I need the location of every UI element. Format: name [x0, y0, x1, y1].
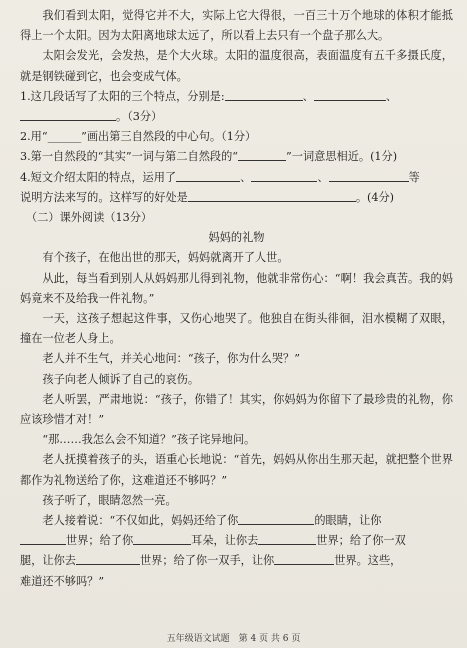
story-paragraph-2: 从此，每当看到别人从妈妈那儿得到礼物，他就非常伤心：“啊！我会真苦。我的妈妈竟来不及给我一件礼物。”: [20, 271, 453, 305]
story-paragraph-3: 一天，这孩子想起这件事，又伤心地哭了。他独自在街头徘徊，泪水模糊了双眼，撞在一位老人身上。: [20, 312, 453, 346]
q4-blank-2[interactable]: [251, 168, 317, 182]
question-4: 4.短文介绍太阳的特点，运用了 、 、 等: [20, 168, 453, 188]
story-paragraph-4: 老人并不生气，并关心地问：“孩子，你为什么哭？”: [42, 352, 300, 366]
q1-blank-1[interactable]: [225, 87, 303, 101]
q1-blank-3[interactable]: [20, 107, 116, 121]
passage1-paragraph2: 太阳会发光，会发热，是个大火球。太阳的温度很高，表面温度有五千多摄氏度，就是钢铁碰到它，也会变成气体。: [20, 49, 453, 83]
story-paragraph-10-line2: 世界；给了你 耳朵，让你去 世界；给了你一双: [20, 531, 453, 551]
passage1-paragraph1: 我们看到太阳，觉得它并不大，实际上它大得很，一百三十万个地球的体积才能抵得上一个太阳。因为太阳离地球太远了，所以看上去只有一个盘子那么大。: [20, 9, 453, 43]
story-paragraph-10: 老人接着说：“不仅如此，妈妈还给了你 的眼睛，让你: [20, 511, 453, 531]
story-paragraph-7: “那……我怎么会不知道？”孩子诧异地问。: [42, 433, 256, 447]
story-paragraph-9: 孩子听了，眼睛忽然一亮。: [42, 493, 177, 507]
question-4-cont: 说明方法来写的。这样写的好处是 。(4分): [20, 188, 453, 208]
story-paragraph-10-line4: 难道还不够吗？”: [20, 574, 105, 588]
story-paragraph-1: 有个孩子，在他出世的那天，妈妈就离开了人世。: [42, 251, 289, 265]
story-blank-6[interactable]: [274, 551, 334, 565]
question-3: 3.第一自然段的“其实”一词与第二自然段的“ ”一词意思相近。(1分): [20, 150, 398, 164]
q4-blank-1[interactable]: [176, 168, 240, 182]
question-1: 1.这几段话写了太阳的三个特点，分别是: 、 、: [20, 87, 453, 107]
story-blank-2[interactable]: [20, 531, 66, 545]
story-blank-3[interactable]: [133, 531, 191, 545]
story-paragraph-8: 老人抚摸着孩子的头，语重心长地说：“首先，妈妈从你出生那天起，就把整个世界都作为礼物送给了你，这难道还不够吗？”: [20, 453, 453, 487]
question-1-cont: 。（3分）: [20, 107, 453, 127]
page-footer: 五年级语文试题 第 4 页 共 6 页: [166, 634, 301, 644]
q3-blank[interactable]: [238, 149, 286, 161]
story-blank-4[interactable]: [258, 531, 316, 545]
q1-blank-2[interactable]: [314, 87, 386, 101]
story-paragraph-6: 老人听罢，严肃地说：“孩子，你错了！其实，你妈妈为你留下了最珍贵的礼物，你应该珍惜才对！”: [20, 392, 453, 427]
question-2: 2.用“______”画出第三自然段的中心句。（1分）: [20, 130, 257, 144]
q4-blank-4[interactable]: [188, 188, 356, 202]
q4-blank-3[interactable]: [329, 168, 409, 182]
story-title: 妈妈的礼物: [208, 231, 265, 245]
story-paragraph-5: 孩子向老人倾诉了自己的哀伤。: [42, 372, 200, 386]
story-blank-1[interactable]: [238, 511, 314, 525]
section-2-heading: （二）课外阅读（13分）: [26, 211, 153, 225]
story-paragraph-10-line3: 腿，让你去 世界；给了你一双手，让你 世界。这些，: [20, 551, 453, 571]
story-blank-5[interactable]: [76, 551, 140, 565]
